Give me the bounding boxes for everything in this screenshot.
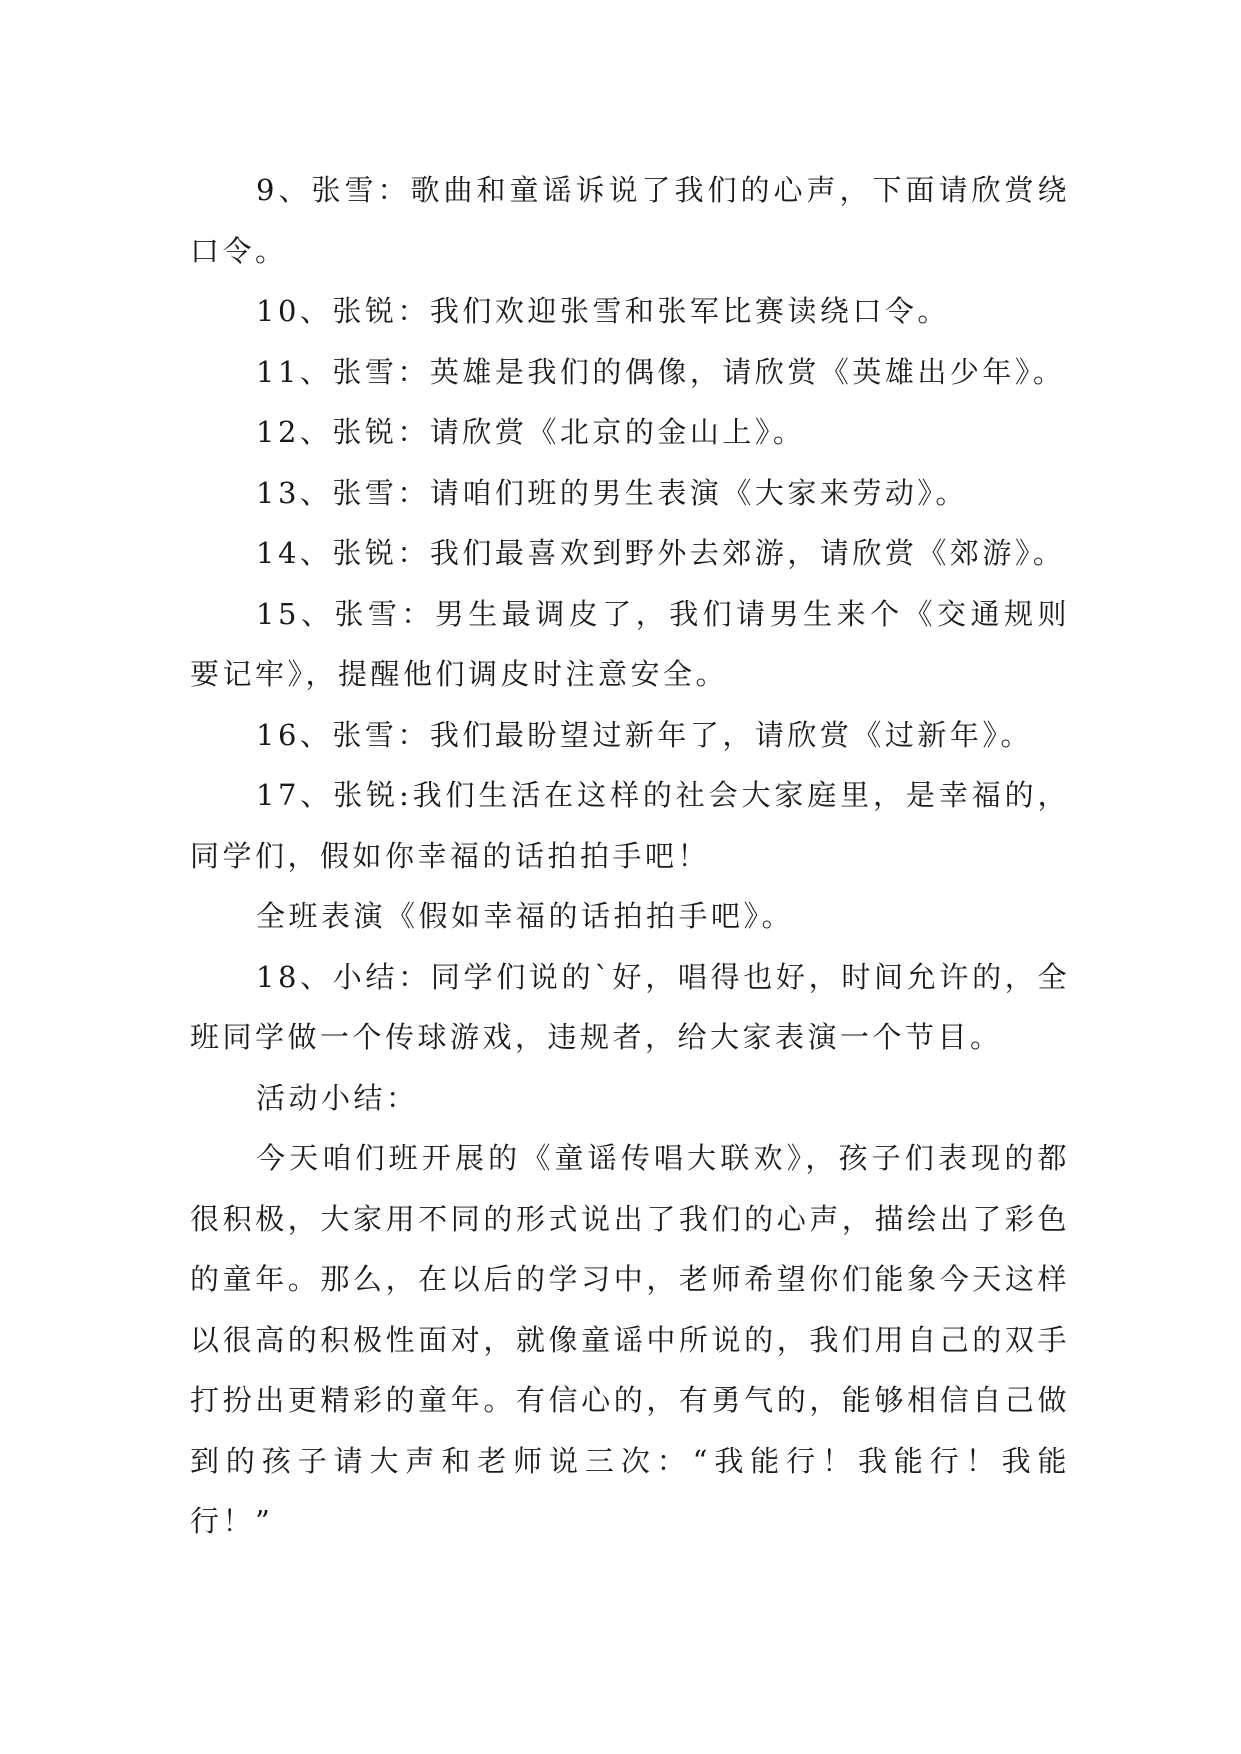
document-page — [190, 160, 1070, 1552]
paragraph-item-10: 10、张锐：我们欢迎张雪和张军比赛读绕口令。 — [256, 294, 950, 328]
paragraph-class-performance: 全班表演《假如幸福的话拍拍手吧》。 — [256, 899, 795, 933]
paragraph-item-14: 14、张锐：我们最喜欢到野外去郊游，请欣赏《郊游》。 — [256, 536, 1066, 570]
paragraph-item-17: 17、张锐:我们生活在这样的社会大家庭里，是幸福的，同学们，假如你幸福的话拍拍手吧！ — [190, 778, 1070, 873]
activity-summary-body: 今天咱们班开展的《童谣传唱大联欢》，孩子们表现的都很积极，大家用不同的形式说出了我们的心声，描绘出了彩色的童年。那么，在以后的学习中，老师希望你们能象今天这样以很高的积极性面对，就像童谣中所说的，我们用自己的双手打扮出更精彩的童年。有信心的，有勇气的，能够相信自己做到的孩子请大声和老师说三次：“我能行！我能行！我能行！” — [190, 1141, 1070, 1538]
paragraph-item-9: 9、张雪：歌曲和童谣诉说了我们的心声，下面请欣赏绕口令。 — [190, 173, 1070, 268]
paragraph-item-12: 12、张锐：请欣赏《北京的金山上》。 — [256, 415, 806, 449]
paragraph-item-18: 18、小结：同学们说的`好，唱得也好，时间允许的，全班同学做一个传球游戏，违规者，给大家表演一个节目。 — [190, 959, 1070, 1054]
activity-summary-heading: 活动小结： — [256, 1080, 419, 1115]
paragraph-item-15: 15、张雪：男生最调皮了，我们请男生来个《交通规则要记牢》，提醒他们调皮时注意安全。 — [190, 596, 1070, 691]
paragraph-item-11: 11、张雪：英雄是我们的偶像，请欣赏《英雄出少年》。 — [256, 354, 1066, 389]
paragraph-item-16: 16、张雪：我们最盼望过新年了，请欣赏《过新年》。 — [256, 717, 1033, 752]
paragraph-item-13: 13、张雪：请咱们班的男生表演《大家来劳动》。 — [256, 475, 968, 510]
